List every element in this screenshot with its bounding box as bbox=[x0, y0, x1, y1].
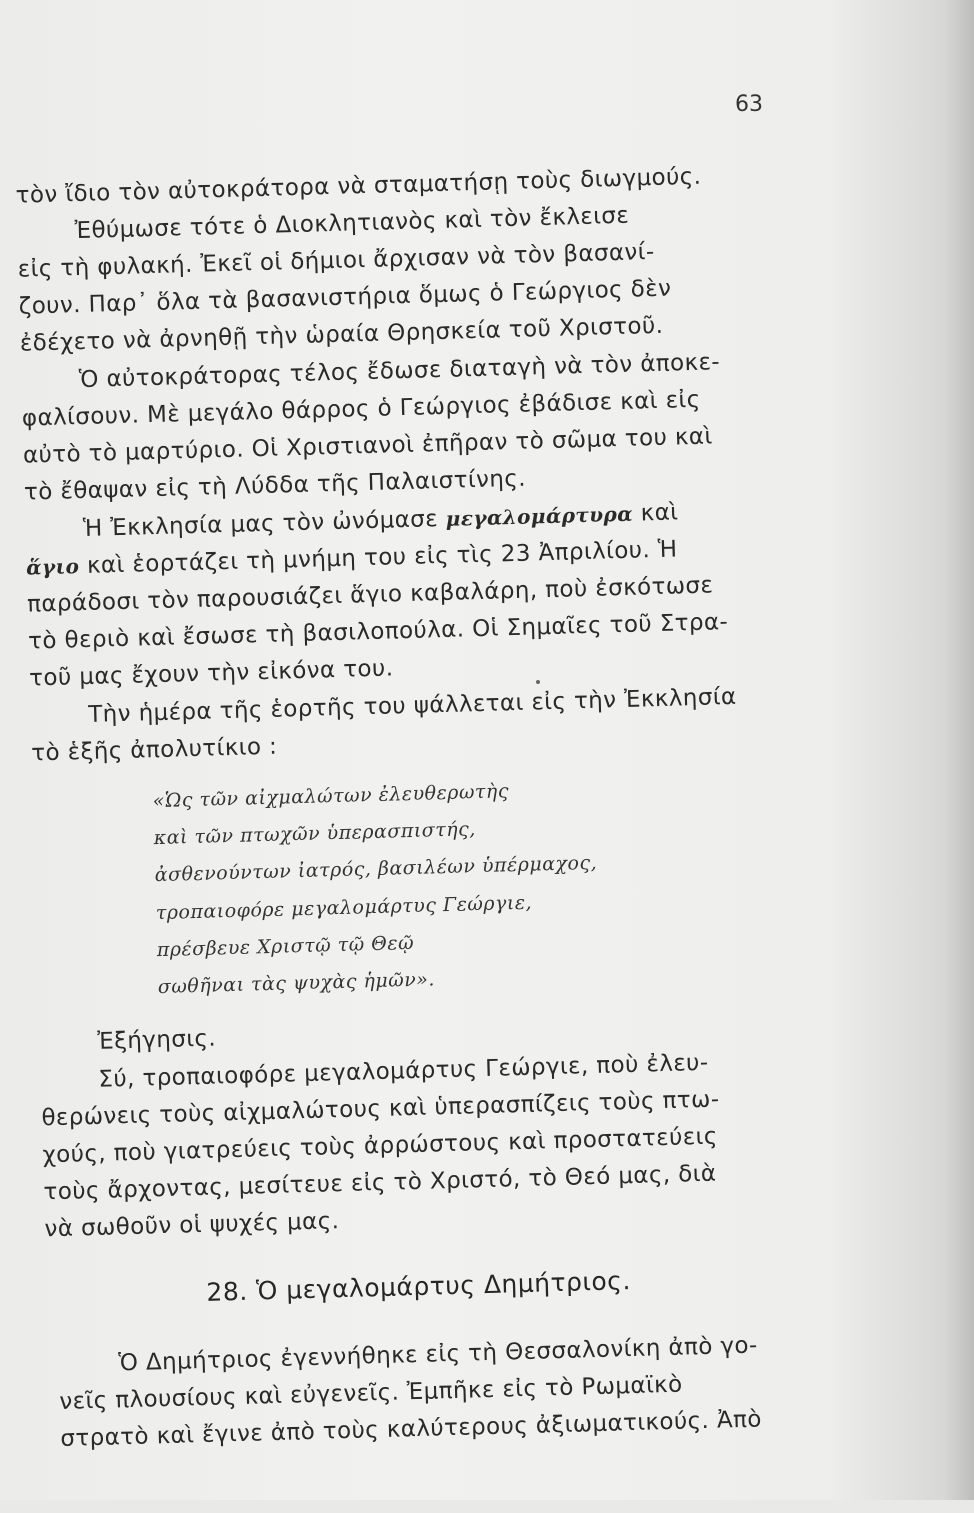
emphasis-megalomartyra: μεγαλομάρτυρα bbox=[445, 501, 634, 531]
text-line: νεῖς πλουσίους καὶ εὐγενεῖς. Ἐμπῆκε εἰς τὸ Ρωμαϊκὸ bbox=[59, 1371, 683, 1416]
hymn-line: καὶ τῶν πτωχῶν ὑπερασπιστής, bbox=[153, 818, 477, 850]
explanation-label: Ἐξήγησις. bbox=[97, 1025, 217, 1055]
hymn-line: τροπαιοφόρε μεγαλομάρτυς Γεώργιε, bbox=[155, 891, 533, 925]
text-segment: καὶ bbox=[640, 499, 679, 527]
text-line: στρατὸ καὶ ἔγινε ἀπὸ τοὺς καλύτερους ἀξιωματικούς. Ἀπὸ bbox=[60, 1406, 763, 1452]
emphasis-agio: ἅγιο bbox=[25, 554, 80, 580]
text-line: Σύ, τροπαιοφόρε μεγαλομάρτυς Γεώργιε, ποὺ ἐλευ- bbox=[98, 1049, 709, 1093]
text-line: νὰ σωθοῦν οἱ ψυχές μας. bbox=[44, 1208, 340, 1243]
hymn-line: πρέσβευε Χριστῷ τῷ Θεῷ bbox=[156, 931, 415, 962]
page-number: 63 bbox=[735, 92, 763, 117]
text-line: αὐτὸ τὸ μαρτύριο. Οἱ Χριστιανοὶ ἐπῆραν τὸ σῶμα του καὶ bbox=[22, 423, 713, 469]
text-line: τὸ ἑξῆς ἀπολυτίκιο : bbox=[30, 733, 278, 767]
text-line: φαλίσουν. Μὲ μεγάλο θάρρος ὁ Γεώργιος ἐβάδισε καὶ εἰς bbox=[21, 386, 701, 432]
text-line: τοὺς ἄρχοντας, μεσίτευε εἰς τὸ Χριστό, τὸ Θεό μας, διὰ bbox=[43, 1160, 717, 1206]
text-line: θερώνεις τοὺς αἰχμαλώτους καὶ ὑπερασπίζεις τοὺς πτω- bbox=[41, 1086, 720, 1132]
text-segment: καὶ ἑορτάζει τὴ μνήμη του εἰς τὶς 23 Ἀπριλίου. Ἡ bbox=[86, 536, 678, 579]
text-line: εἰς τὴ φυλακή. Ἐκεῖ οἱ δήμιοι ἄρχισαν νὰ τὸν βασανί- bbox=[17, 238, 655, 283]
hymn-line: σωθῆναι τὰς ψυχὰς ἡμῶν». bbox=[157, 968, 436, 999]
text-line: Ὁ αὐτοκράτορας τέλος ἔδωσε διαταγὴ νὰ τὸν ἀποκε- bbox=[78, 349, 721, 394]
text-line bbox=[26, 536, 678, 580]
text-line: τὸ ἔθαψαν εἰς τὴ Λύδδα τῆς Παλαιστίνης. bbox=[23, 465, 527, 506]
hymn-line: «Ὡς τῶν αἰχμαλώτων ἐλευθερωτὴς bbox=[152, 780, 510, 813]
text-line: χούς, ποὺ γιατρεύεις τοὺς ἀρρώστους καὶ προστατεύεις bbox=[42, 1123, 719, 1169]
text-line: τοῦ μας ἔχουν τὴν εἰκόνα του. bbox=[28, 655, 394, 692]
text-line: ἐδέχετο νὰ ἀρνηθῇ τὴν ὡραία Θρησκεία τοῦ Χριστοῦ. bbox=[19, 312, 664, 357]
hymn-line: ἀσθενούντων ἰατρός, βασιλέων ὑπέρμαχος, bbox=[154, 851, 598, 887]
text-line bbox=[83, 499, 679, 542]
text-line: τὸν ἴδιο τὸν αὐτοκράτορα νὰ σταματήσῃ τοὺς διωγμούς. bbox=[15, 163, 702, 209]
text-line: ζουν. Παρ᾽ ὅλα τὰ βασανιστήρια ὅμως ὁ Γεώργιος δὲν bbox=[18, 275, 672, 320]
text-line: Ἐθύμωσε τότε ὁ Διοκλητιανὸς καὶ τὸν ἔκλεισε bbox=[74, 202, 630, 245]
text-line: Ὁ Δημήτριος ἐγεννήθηκε εἰς τὴ Θεσσαλονίκη ἀπὸ γο- bbox=[118, 1332, 758, 1377]
text-line: παράδοσι τὸν παρουσιάζει ἅγιο καβαλάρη, ποὺ ἐσκότωσε bbox=[26, 572, 714, 618]
text-line: Τὴν ἡμέρα τῆς ἑορτῆς του ψάλλεται εἰς τὴν Ἐκκλησία bbox=[87, 683, 737, 728]
text-line: τὸ θεριὸ καὶ ἔσωσε τὴ βασιλοπούλα. Οἱ Σημαῖες τοῦ Στρα- bbox=[27, 609, 729, 655]
text-segment: Ἡ Ἐκκλησία μας τὸν ὠνόμασε bbox=[82, 506, 439, 543]
section-heading: 28. Ὁ μεγαλομάρτυς Δημήτριος. bbox=[206, 1266, 632, 1307]
